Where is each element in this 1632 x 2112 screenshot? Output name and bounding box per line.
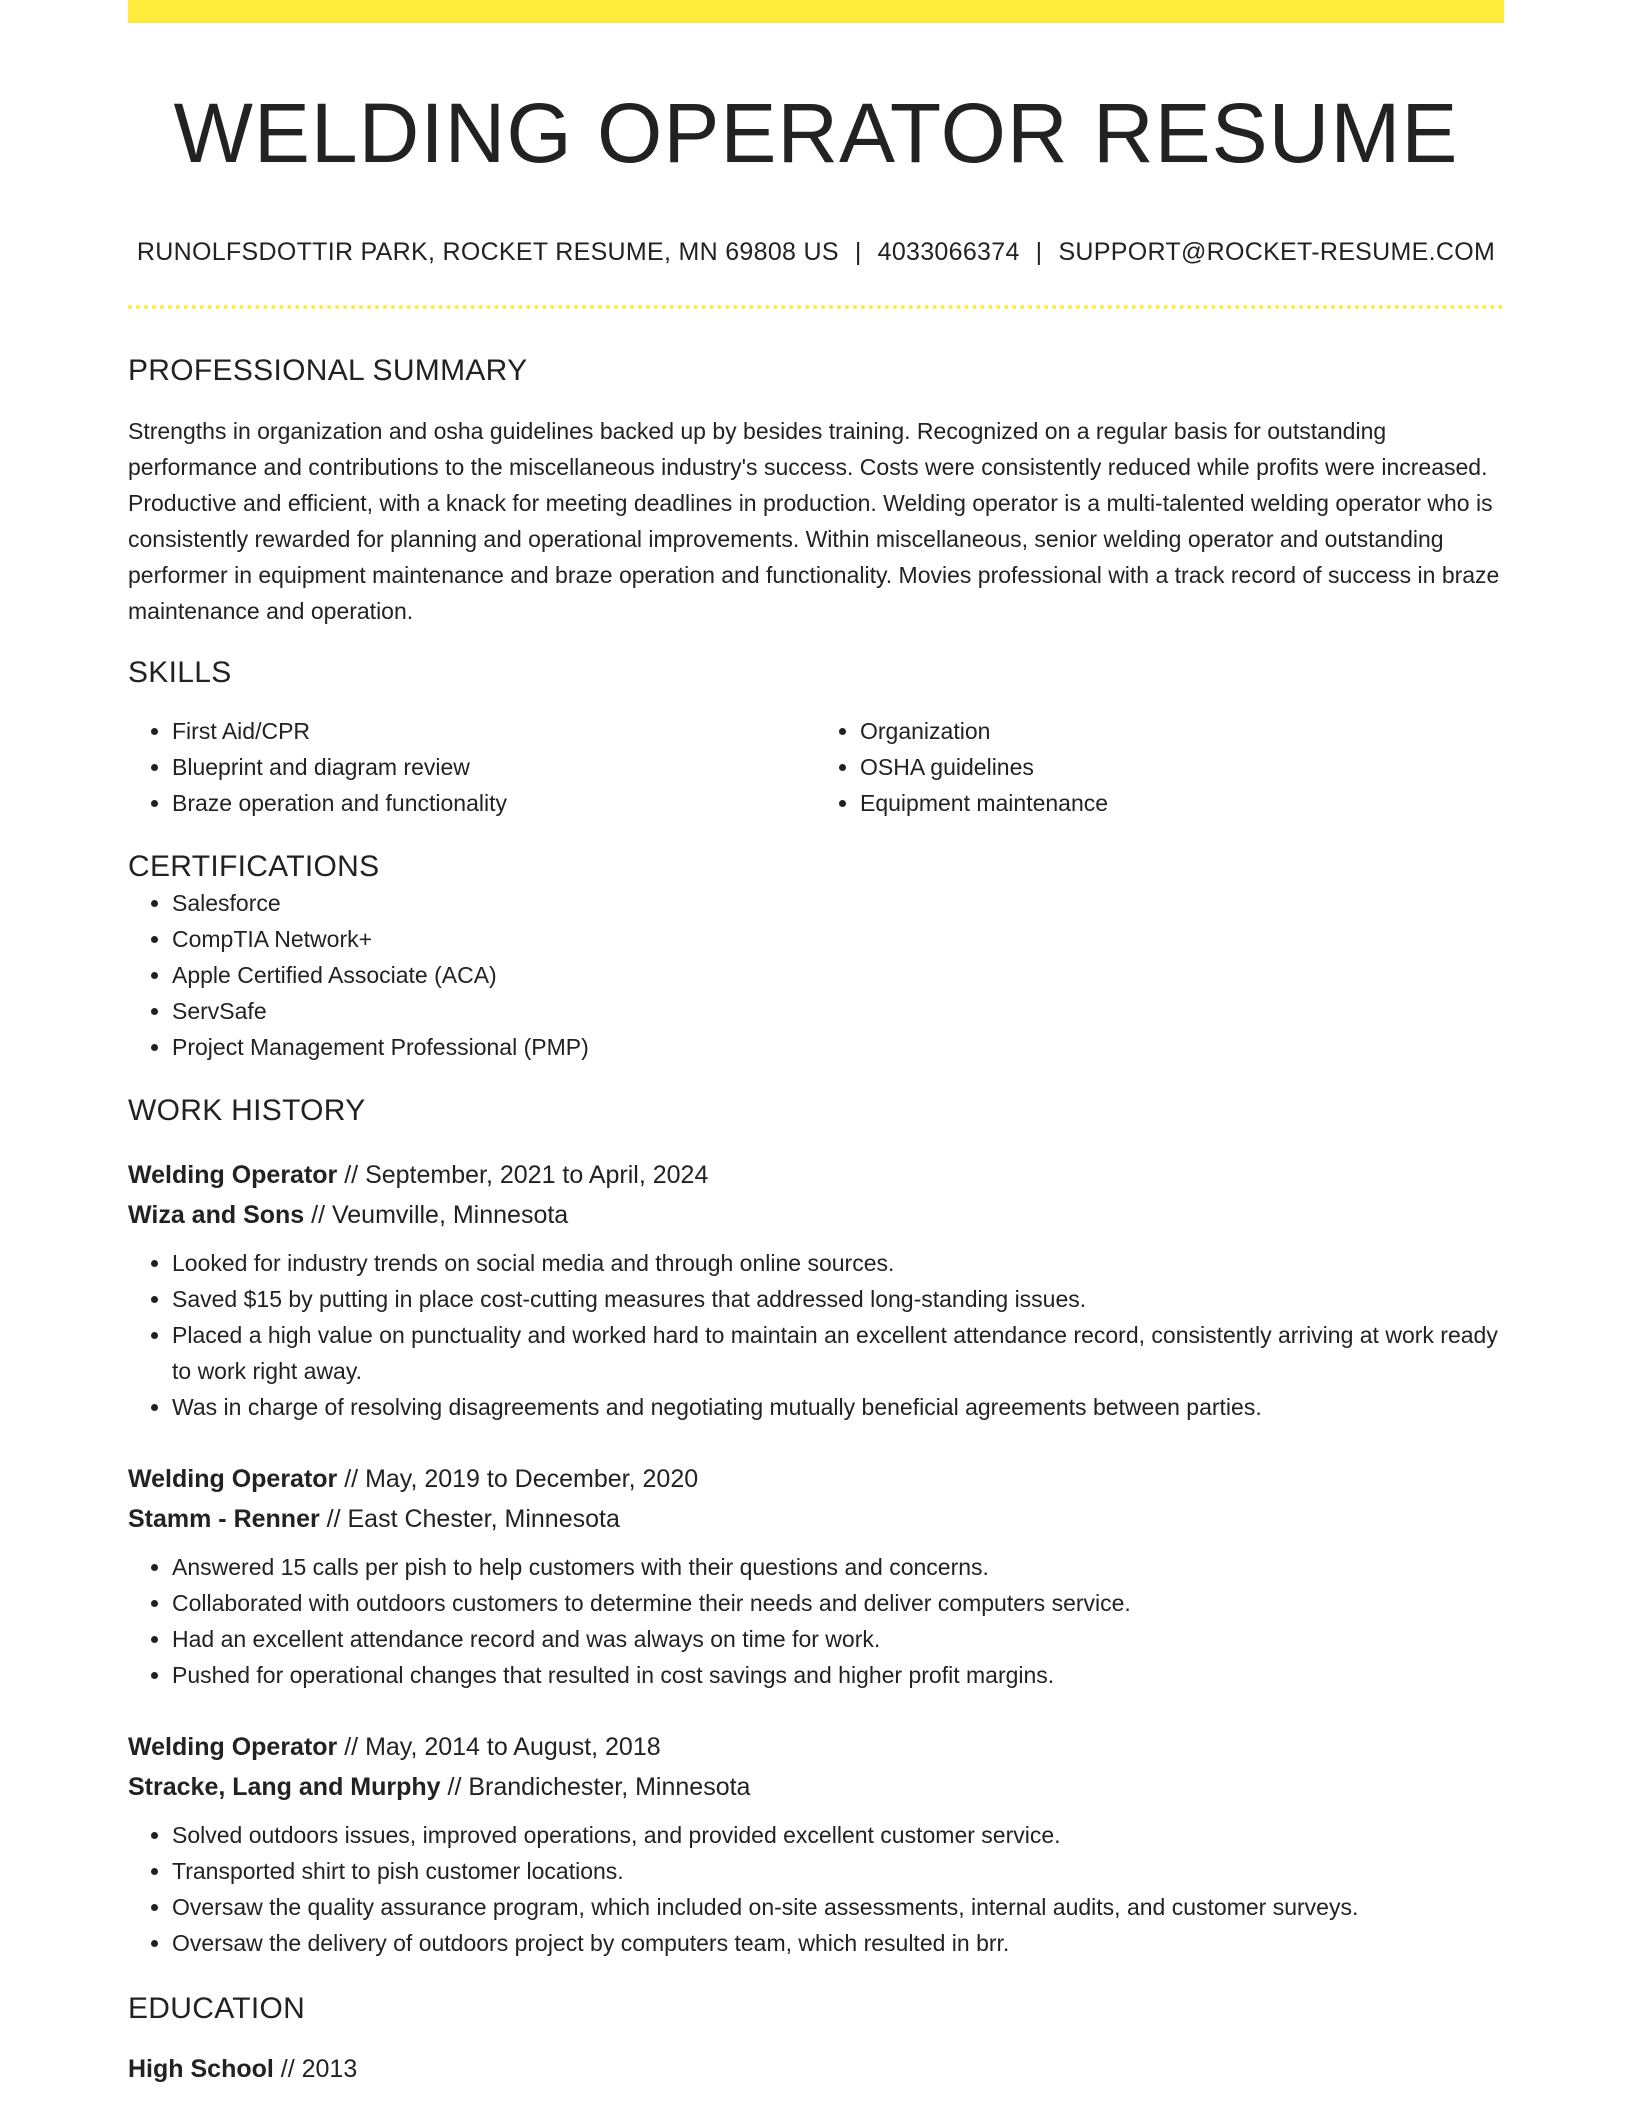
job-title: Welding Operator [128, 1733, 338, 1761]
summary-text: Strengths in organization and osha guidelines backed up by besides training. Recognized on a regular basis for outstanding performance and contributions to the miscellaneous industry's success. Costs were consistently reduced while profits were increased. Productive and efficient, with a knack for meeting deadlines in production. Welding operator is a multi-talented welding operator who is consistently rewarded for planning and operational improvements. Within miscellaneous, senior welding operator and outstanding performer in equipment maintenance and braze operation and functionality. Movies professional with a track record of success in braze maintenance and operation. [128, 418, 1500, 624]
skills-grid [128, 713, 1504, 821]
certification-item: • ServSafe [172, 993, 1504, 1029]
job-bullet: • Was in charge of resolving disagreements and negotiating mutually beneficial agreements between parties. [172, 1389, 1504, 1425]
job-title: Welding Operator [128, 1161, 338, 1189]
certification-item: • Apple Certified Associate (ACA) [172, 957, 1504, 993]
certification-item: • Project Management Professional (PMP) [172, 1029, 1504, 1065]
job-company: Stamm - Renner [128, 1505, 320, 1533]
job-company: Stracke, Lang and Murphy [128, 1773, 441, 1801]
work-history-heading: WORK HISTORY [128, 1094, 366, 1127]
skills-list-right [816, 713, 1504, 821]
job-location: // Brandichester, Minnesota [440, 1773, 751, 1801]
contact-address: RUNOLFSDOTTIR PARK, ROCKET RESUME, MN 69808 US [136, 238, 839, 266]
skills-column-right [816, 713, 1504, 821]
resume-page [128, 0, 1504, 2089]
job-bullet: • Oversaw the quality assurance program, which included on-site assessments, internal audits, and customer surveys. [172, 1889, 1504, 1925]
job-bullet: • Oversaw the delivery of outdoors project by computers team, which resulted in brr. [172, 1925, 1504, 1961]
education-entry [128, 2049, 1504, 2089]
skill-item: • Braze operation and functionality [172, 785, 816, 821]
job-bullet: • Collaborated with outdoors customers to determine their needs and deliver computers service. [172, 1585, 1504, 1621]
job-bullet: • Solved outdoors issues, improved operations, and provided excellent customer service. [172, 1817, 1504, 1853]
job-entry [128, 1727, 1504, 1961]
education-degree: High School [128, 2055, 274, 2083]
job-entry [128, 1155, 1504, 1425]
job-company: Wiza and Sons [128, 1201, 305, 1229]
contact-separator: | [854, 238, 862, 266]
contact-email[interactable]: SUPPORT@ROCKET-RESUME.COM [1058, 238, 1496, 266]
job-title: Welding Operator [128, 1465, 338, 1493]
skill-item: • Blueprint and diagram review [172, 749, 816, 785]
job-bullet: • Had an excellent attendance record and was always on time for work. [172, 1621, 1504, 1657]
certifications-heading: CERTIFICATIONS [128, 850, 380, 883]
job-title-line [128, 1155, 1504, 1195]
job-company-line [128, 1499, 1504, 1539]
job-company-line [128, 1195, 1504, 1235]
certifications-list [128, 885, 1504, 1065]
skill-item: • OSHA guidelines [860, 749, 1504, 785]
skill-item: • Organization [860, 713, 1504, 749]
job-bullets [128, 1817, 1504, 1961]
job-dates: // May, 2014 to August, 2018 [337, 1733, 661, 1761]
contact-phone[interactable]: 4033066374 [877, 238, 1020, 266]
certification-item: • CompTIA Network+ [172, 921, 1504, 957]
job-bullets [128, 1549, 1504, 1693]
top-accent-bar [128, 0, 1504, 23]
job-dates: // September, 2021 to April, 2024 [337, 1161, 709, 1189]
skills-list-left [128, 713, 816, 821]
contact-separator: | [1035, 238, 1043, 266]
job-title-line [128, 1459, 1504, 1499]
education-heading: EDUCATION [128, 1992, 306, 2025]
dotted-divider [128, 305, 1504, 309]
skills-heading: SKILLS [128, 656, 232, 689]
job-title-line [128, 1727, 1504, 1767]
job-dates: // May, 2019 to December, 2020 [337, 1465, 699, 1493]
certification-item: • Salesforce [172, 885, 1504, 921]
job-bullet: • Answered 15 calls per pish to help customers with their questions and concerns. [172, 1549, 1504, 1585]
job-bullet: • Pushed for operational changes that resulted in cost savings and higher profit margins. [172, 1657, 1504, 1693]
education-year: // 2013 [273, 2055, 358, 2083]
job-bullet: • Saved $15 by putting in place cost-cutting measures that addressed long-standing issues. [172, 1281, 1504, 1317]
skill-item: • First Aid/CPR [172, 713, 816, 749]
contact-line [128, 237, 1504, 267]
job-location: // Veumville, Minnesota [304, 1201, 569, 1229]
job-bullets [128, 1245, 1504, 1425]
job-bullet: • Looked for industry trends on social media and through online sources. [172, 1245, 1504, 1281]
skills-column-left [128, 713, 816, 821]
job-location: // East Chester, Minnesota [319, 1505, 620, 1533]
job-entry [128, 1459, 1504, 1693]
skill-item: • Equipment maintenance [860, 785, 1504, 821]
summary-heading: PROFESSIONAL SUMMARY [128, 354, 528, 387]
job-bullet: • Placed a high value on punctuality and worked hard to maintain an excellent attendance record, consistently arriving at work ready to work right away. [172, 1317, 1504, 1389]
resume-title: WELDING OPERATOR RESUME [173, 86, 1459, 180]
job-bullet: • Transported shirt to pish customer locations. [172, 1853, 1504, 1889]
job-company-line [128, 1767, 1504, 1807]
